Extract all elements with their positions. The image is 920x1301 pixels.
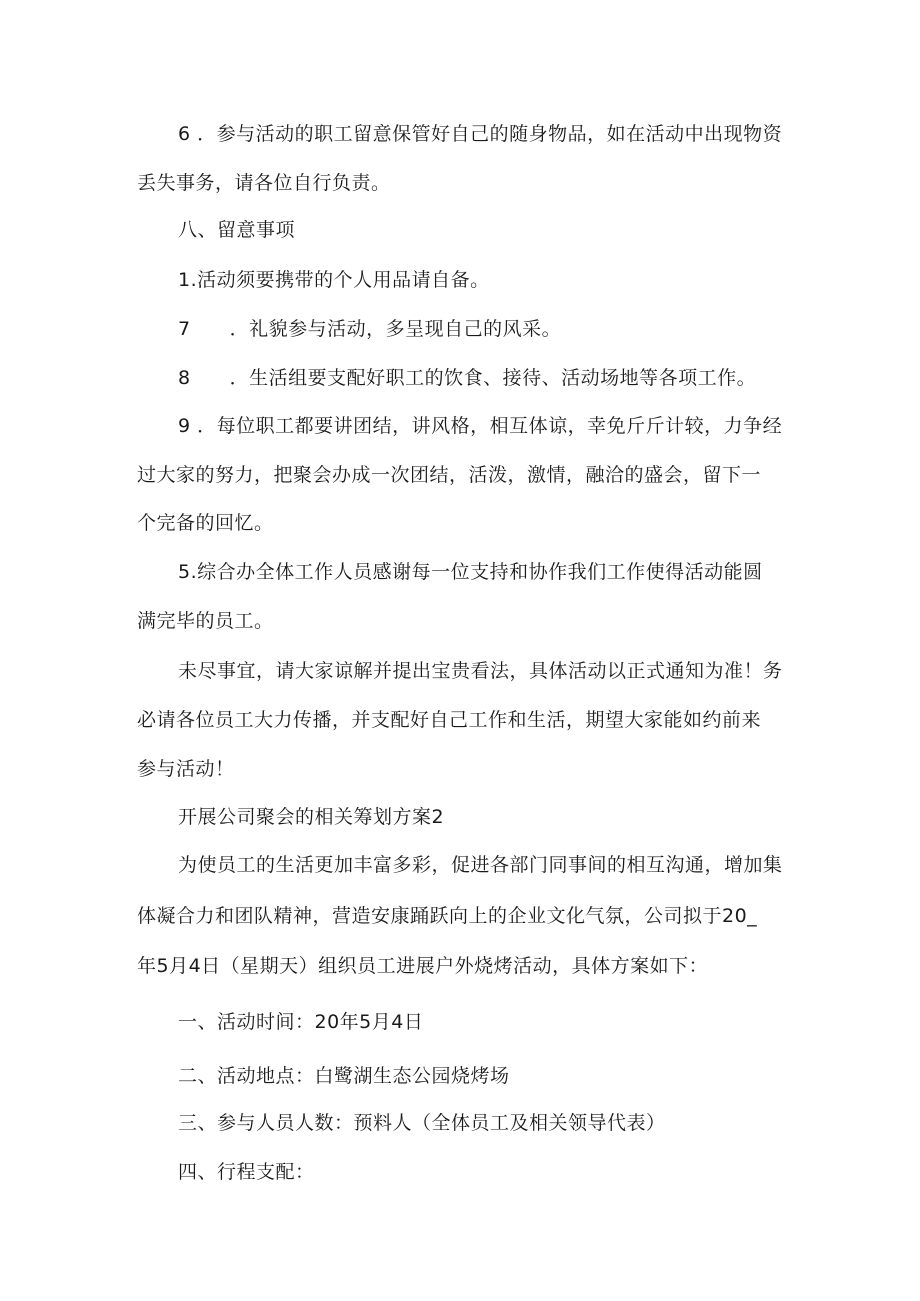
paragraph-line: 体凝合力和团队精神，营造安康踊跃向上的企业文化气氛，公司拟于20_ bbox=[137, 905, 758, 927]
list-item: 1.活动须要携带的个人用品请自备。 bbox=[178, 269, 490, 291]
list-item: 二、活动地点：白鹭湖生态公园烧烤场 bbox=[178, 1065, 510, 1087]
paragraph-line: 参与活动！ bbox=[137, 758, 235, 780]
list-item: 四、行程支配： bbox=[178, 1161, 315, 1183]
text-line: 丢失事务，请各位自行负责。 bbox=[137, 172, 391, 194]
paragraph-line: 为使员工的生活更加丰富多彩，促进各部门同事间的相互沟通，增加集 bbox=[178, 854, 783, 876]
paragraph-line: 必请各位员工大力传播，并支配好自己工作和生活，期望大家能如约前来 bbox=[137, 709, 762, 731]
list-item: 三、参与人员人数：预料人（全体员工及相关领导代表） bbox=[178, 1112, 666, 1134]
list-item: 8 ．生活组要支配好职工的饮食、接待、活动场地等各项工作。 bbox=[178, 367, 757, 389]
list-item: 7 ．礼貌参与活动，多呈现自己的风采。 bbox=[178, 318, 562, 340]
text-line: 个完备的回忆。 bbox=[137, 512, 274, 534]
section-title: 开展公司聚会的相关筹划方案2 bbox=[178, 806, 445, 828]
paragraph-line: 年5月4日（星期天）组织员工进展户外烧烤活动，具体方案如下： bbox=[137, 955, 709, 977]
section-heading: 八、留意事项 bbox=[178, 219, 296, 241]
list-item: 9 ．每位职工都要讲团结，讲风格，相互体谅，幸免斤斤计较，力争经 bbox=[178, 415, 783, 437]
text-line: 过大家的努力，把聚会办成一次团结，活泼，激情，融洽的盛会，留下一 bbox=[137, 464, 762, 486]
list-item: 一、活动时间：20年5月4日 bbox=[178, 1011, 424, 1033]
paragraph-line: 未尽事宜，请大家谅解并提出宝贵看法，具体活动以正式通知为准！务 bbox=[178, 660, 783, 682]
text-line: 满完毕的员工。 bbox=[137, 610, 274, 632]
text-line: 6 ．参与活动的职工留意保管好自己的随身物品，如在活动中出现物资 bbox=[178, 123, 783, 145]
list-item: 5.综合办全体工作人员感谢每一位支持和协作我们工作使得活动能圆 bbox=[178, 561, 763, 583]
